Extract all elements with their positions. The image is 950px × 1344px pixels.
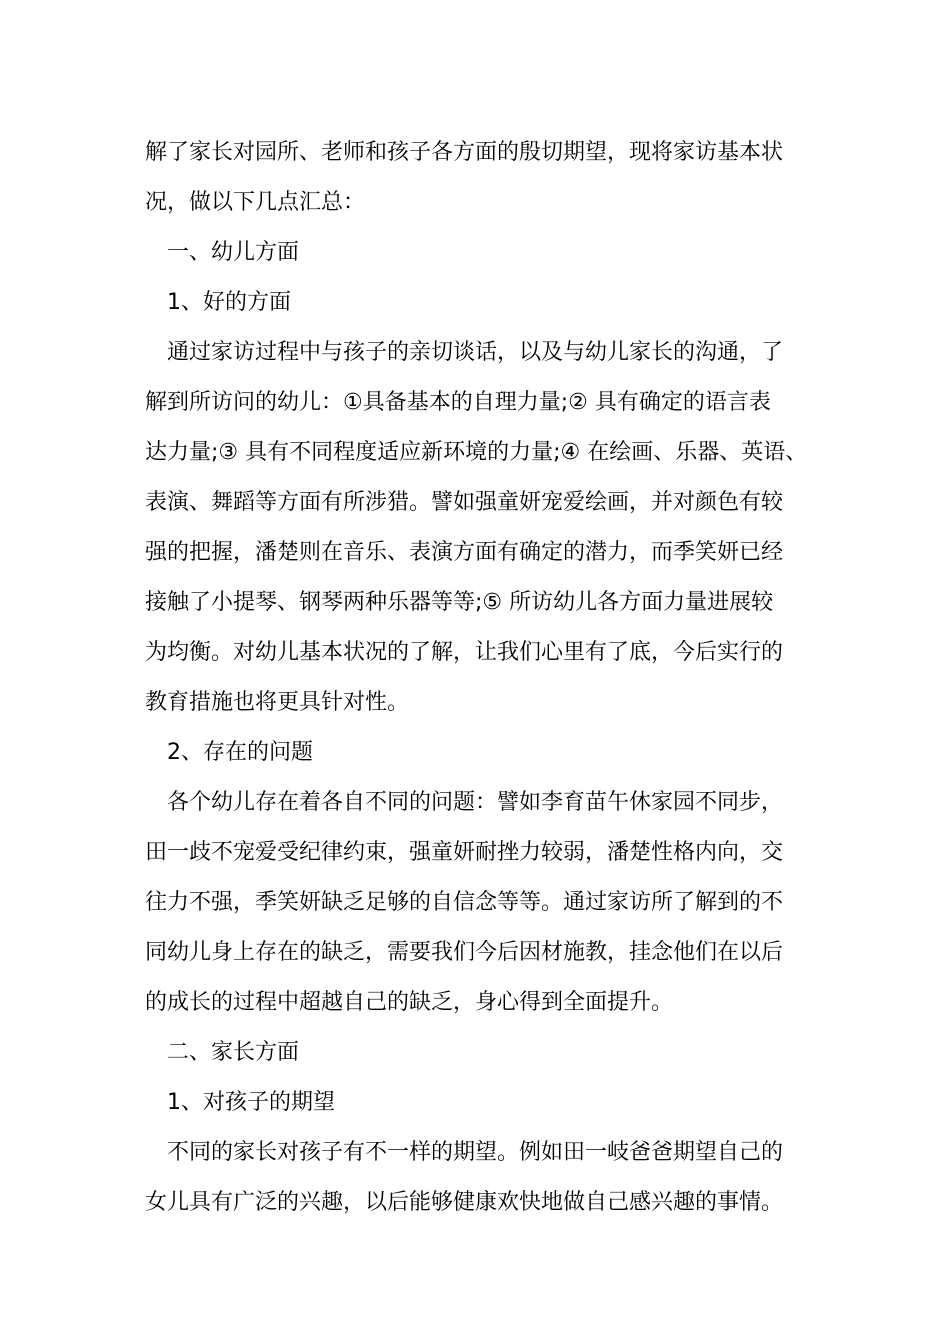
paragraph-line: 解了家长对园所、老师和孩子各方面的殷切期望，现将家访基本状 bbox=[145, 140, 784, 165]
paragraph-line: 同幼儿身上存在的缺乏，需要我们今后因材施教，挂念他们在以后 bbox=[145, 940, 784, 965]
paragraph-line: 往力不强，季笑妍缺乏足够的自信念等等。通过家访所了解到的不 bbox=[145, 890, 784, 915]
document-body bbox=[145, 128, 835, 1228]
paragraph-line: 女儿具有广泛的兴趣，以后能够健康欢快地做自己感兴趣的事情。 bbox=[145, 1190, 784, 1215]
paragraph-line: 达力量;③ 具有不同程度适应新环境的力量;④ 在绘画、乐器、英语、 bbox=[145, 440, 808, 465]
paragraph-line: 田一歧不宠爱受纪律约束，强童妍耐挫力较弱，潘楚性格内向，交 bbox=[145, 840, 784, 865]
paragraph-line: 的成长的过程中超越自己的缺乏，身心得到全面提升。 bbox=[145, 990, 674, 1015]
section-heading: 二、家长方面 bbox=[167, 1040, 300, 1065]
paragraph-line: 各个幼儿存在着各自不同的问题：譬如李育苗午休家园不同步， bbox=[167, 790, 784, 815]
subsection-heading: 1、好的方面 bbox=[167, 290, 291, 315]
subsection-heading: 2、存在的问题 bbox=[167, 740, 313, 765]
paragraph-line: 接触了小提琴、钢琴两种乐器等等;⑤ 所访幼儿各方面力量进展较 bbox=[145, 590, 774, 615]
paragraph-line: 解到所访问的幼儿：①具备基本的自理力量;② 具有确定的语言表 bbox=[145, 390, 771, 415]
paragraph-line: 不同的家长对孩子有不一样的期望。例如田一岐爸爸期望自己的 bbox=[167, 1140, 784, 1165]
paragraph-line: 教育措施也将更具针对性。 bbox=[145, 690, 410, 715]
subsection-heading: 1、对孩子的期望 bbox=[167, 1090, 335, 1115]
section-heading: 一、幼儿方面 bbox=[167, 240, 300, 265]
paragraph-line: 况，做以下几点汇总： bbox=[145, 190, 366, 215]
paragraph-line: 为均衡。对幼儿基本状况的了解，让我们心里有了底，今后实行的 bbox=[145, 640, 784, 665]
paragraph-line: 强的把握，潘楚则在音乐、表演方面有确定的潜力，而季笑妍已经 bbox=[145, 540, 784, 565]
paragraph-line: 表演、舞蹈等方面有所涉猎。譬如强童妍宠爱绘画，并对颜色有较 bbox=[145, 490, 784, 515]
paragraph-line: 通过家访过程中与孩子的亲切谈话，以及与幼儿家长的沟通，了 bbox=[167, 340, 784, 365]
